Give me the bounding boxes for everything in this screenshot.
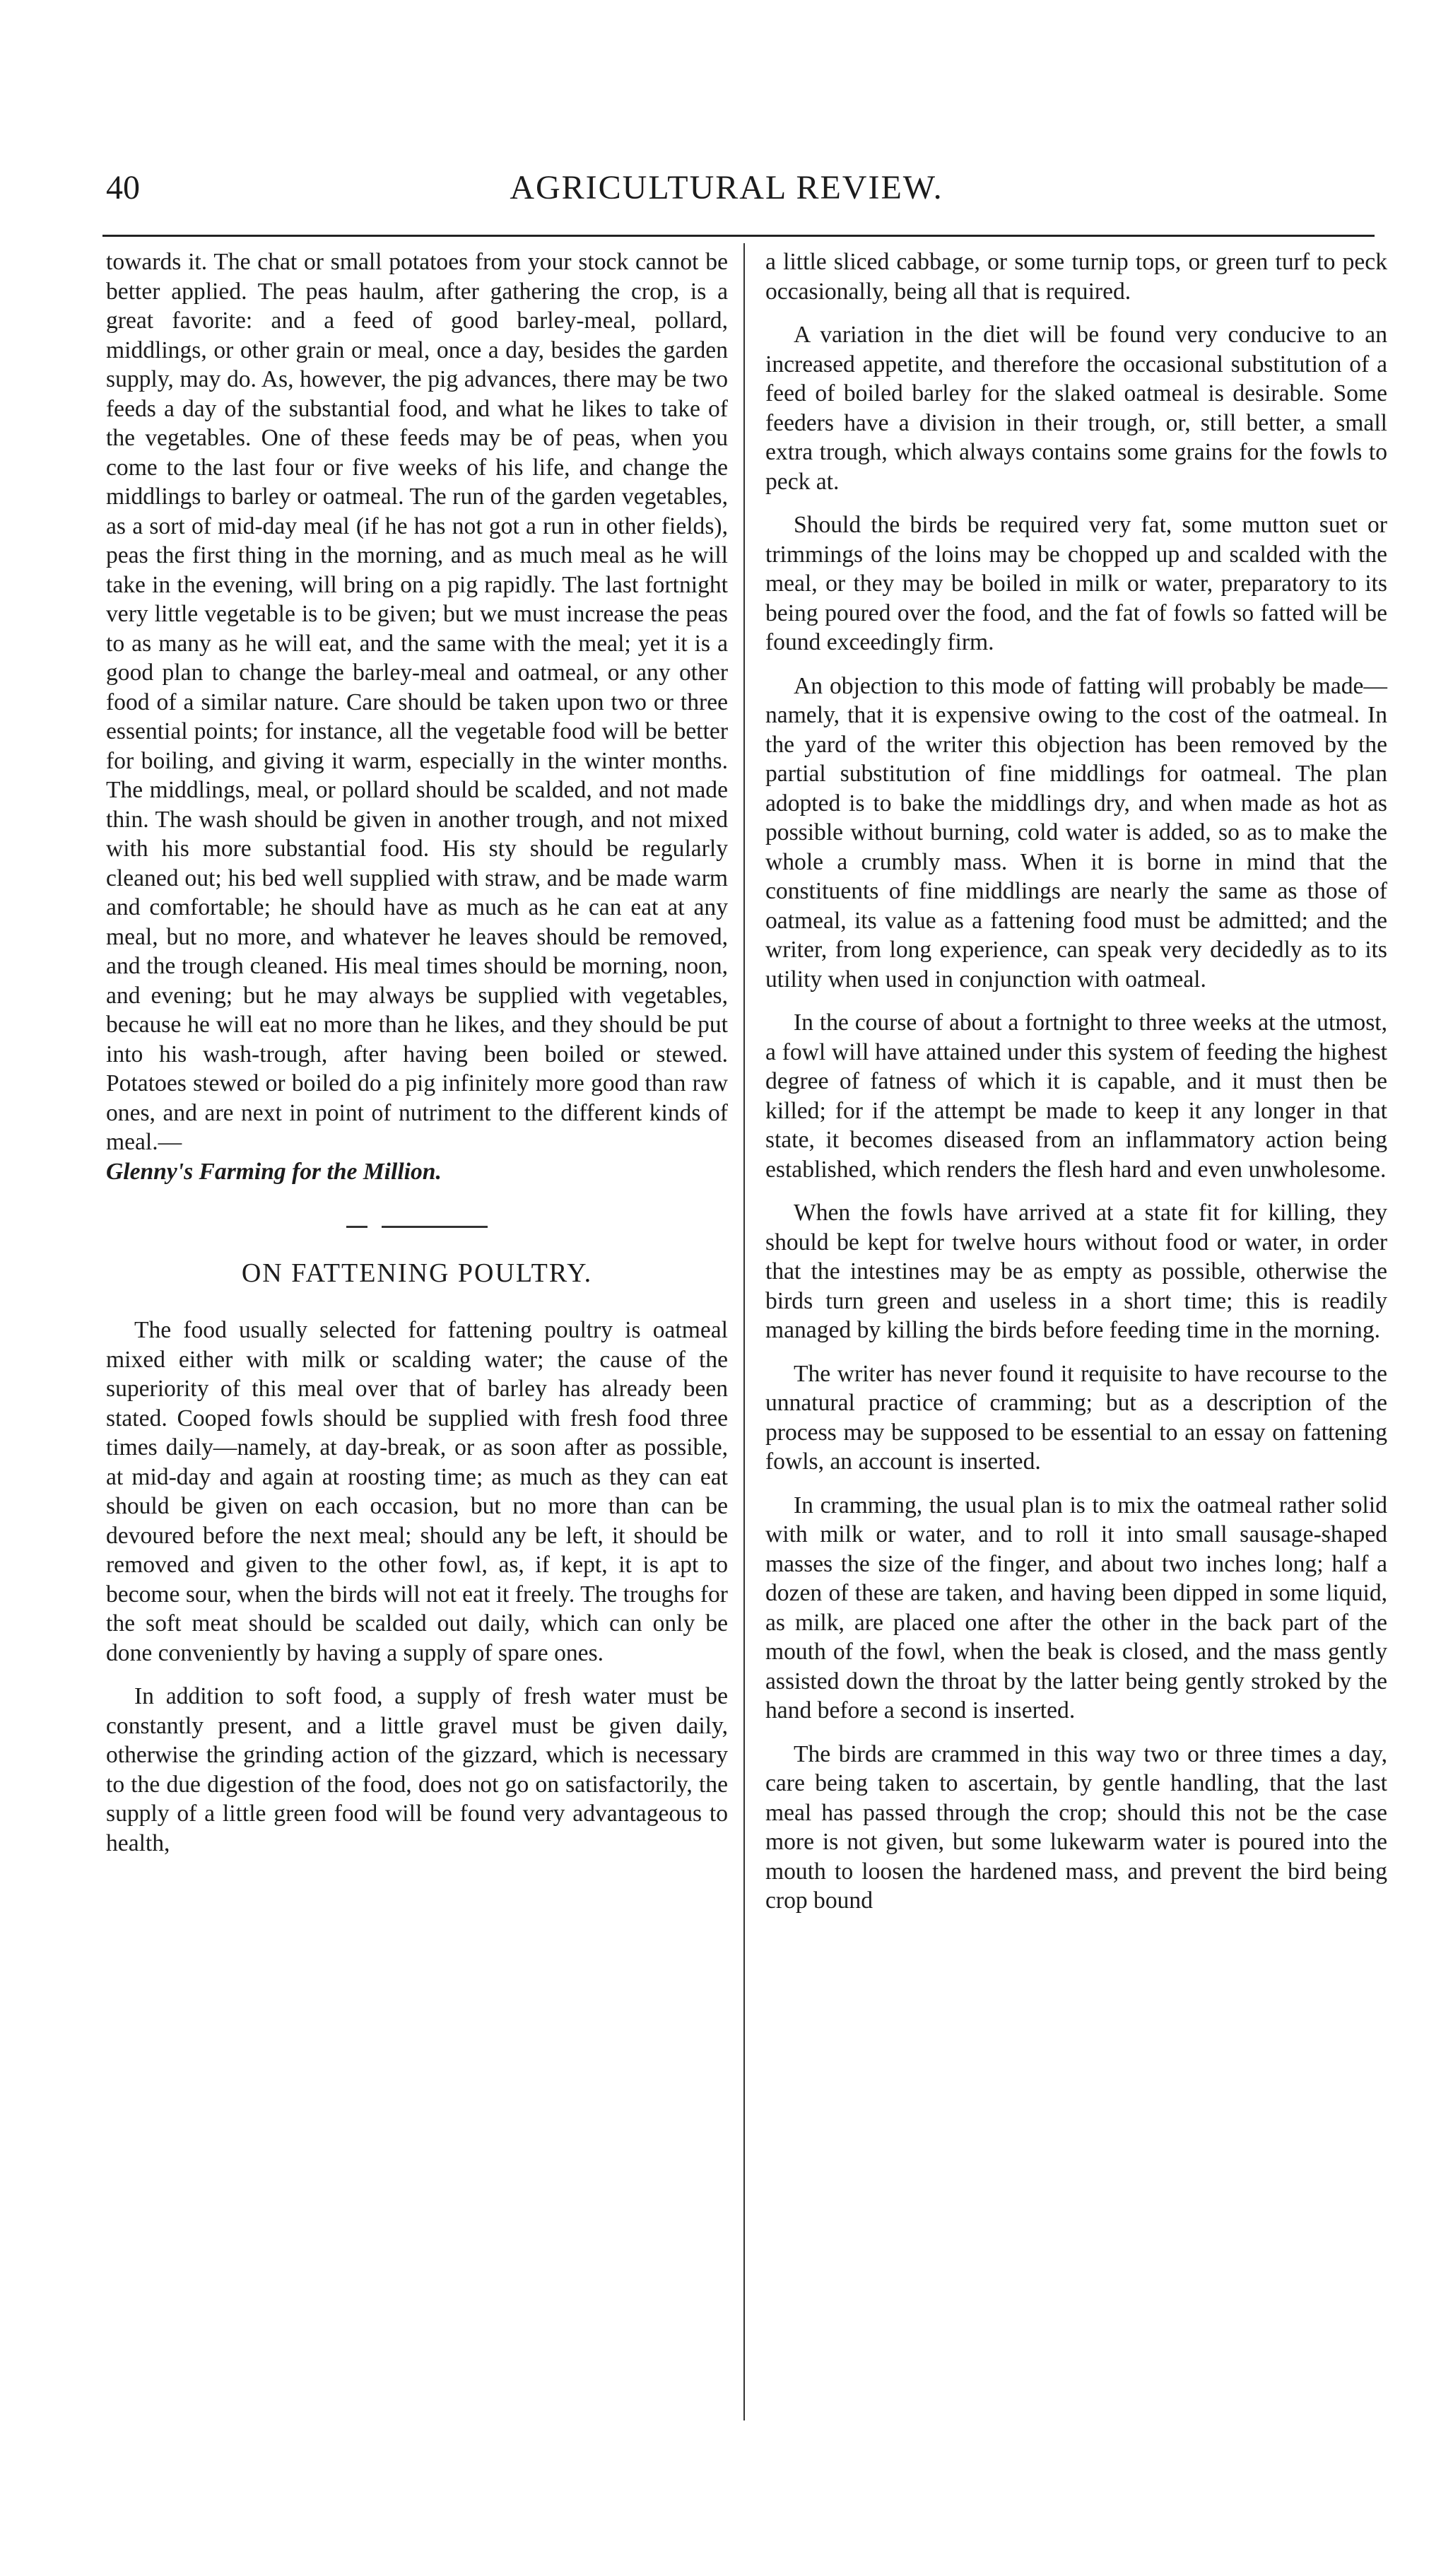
left-column <box>106 247 728 1858</box>
body-paragraph: The birds are crammed in this way two or three times a day, care being taken to ascertain, by gentle handling, that the last meal has passed through the crop; should this not be the case more is not given, but some lukewarm water is poured into the mouth to loosen the hardened mass, and prevent the bird being crop bound <box>765 1740 1387 1914</box>
body-paragraph: In cramming, the usual plan is to mix the oatmeal rather solid with milk or water, and to roll it into small sausage-shaped masses the size of the finger, and about two inches long; half a dozen of these are taken, and having been dipped in some liquid, as milk, are placed one after the other in the back part of the mouth of the fowl, when the beak is closed, and the mass gently assisted down the throat by the latter being gently stroked by the hand before a second is inserted. <box>765 1492 1387 1723</box>
body-paragraph: The writer has never found it requisite to have recourse to the unnatural practice of cramming; but as a description of the process may be supposed to be essential to an essay on fattening fowls, an account is inserted. <box>765 1360 1387 1475</box>
body-paragraph: a little sliced cabbage, or some turnip tops, or green turf to peck occasionally, being all that is required. <box>765 249 1387 305</box>
body-paragraph: In addition to soft food, a supply of fresh water must be constantly present, and a little gravel must be given daily, otherwise the grinding action of the gizzard, which is necessary to the due digestion of the food, does not go on satisfactorily, the supply of a little green food will be found very advantageous to health, <box>106 1683 728 1856</box>
body-paragraph: In the course of about a fortnight to three weeks at the utmost, a fowl will have attained under this system of feeding the highest degree of fatness of which it is capable, and it must then be killed; for if the attempt be made to keep it any longer in that state, it becomes diseased from an inflammatory action being established, which renders the flesh hard and even unwholesome. <box>765 1009 1387 1183</box>
body-paragraph: When the fowls have arrived at a state fit for killing, they should be kept for twelve hours without food or water, in order that the intestines may be as empty as possible, otherwise the birds turn green and useless in a short time; this is readily managed by killing the birds before feeding time in the morning. <box>765 1200 1387 1343</box>
running-head: AGRICULTURAL REVIEW. <box>510 169 943 206</box>
attribution-source: Glenny's Farming for the Million. <box>106 1158 442 1185</box>
page-number: 40 <box>106 169 140 206</box>
right-column <box>765 247 1387 1916</box>
body-paragraph: A variation in the diet will be found very conducive to an increased appetite, and therefore the occasional substitution of a feed of boiled barley for the slaked oatmeal is desirable. Some feeders have a division in their trough, or, still better, a small extra trough, which always contains some grains for the fowls to peck at. <box>765 322 1387 495</box>
section-divider <box>346 1226 488 1228</box>
attribution <box>106 1157 728 1187</box>
body-paragraph: towards it. The chat or small potatoes from your stock cannot be better applied. The peas haulm, after gathering the crop, is a great favorite: and a feed of good barley-meal, pollard, middlings, or other grain or meal, once a day, besides the garden supply, may do. As, however, the pig advances, there may be two feeds a day of the substantial food, and what he likes to take of the vegetables. One of these feeds may be of peas, when you come to the last four or five weeks of his life, and change the middlings to barley or oatmeal. The run of the garden vegetables, as a sort of mid-day meal (if he has not got a run in other fields), peas the first thing in the morning, and as much meal as he will take in the evening, will bring on a pig rapidly. The last fortnight very little vegetable is to be given; but we must increase the peas to as many as he will eat, and the same with the meal; yet it is a good plan to change the barley-meal and oatmeal, or any other food of a similar nature. Care should be taken upon two or three essential points; for instance, all the vegetable food will be better for boiling, and giving it warm, especially in the winter months. The middlings, meal, or pollard should be scalded, and not made thin. The wash should be given in another trough, and not mixed with his more substantial food. His sty should be regularly cleaned out; his bed well supplied with straw, and be made warm and comfortable; he should have as much as he can eat at any meal, but no more, and whatever he leaves should be removed, and the trough cleaned. His meal times should be morning, noon, and evening; but he may always be supplied with vegetables, because he will eat no more than he likes, and they should be put into his wash-trough, after having been boiled or stewed. Potatoes stewed or boiled do a pig infinitely more good than raw ones, and are next in point of nutriment to the different kinds of meal.— <box>106 249 728 1155</box>
section-title: ON FATTENING POULTRY. <box>241 1258 593 1288</box>
column-divider <box>743 243 745 2420</box>
page-header <box>106 167 1347 223</box>
header-rule <box>102 235 1375 237</box>
body-paragraph: Should the birds be required very fat, some mutton suet or trimmings of the loins may be chopped up and scalded with the meal, or they may be boiled in milk or water, preparatory to its being poured over the food, and the fat of fowls so fatted will be found exceedingly firm. <box>765 512 1387 655</box>
body-paragraph: The food usually selected for fattening poultry is oatmeal mixed either with milk or scalding water; the cause of the superiority of this meal over that of barley has already been stated. Cooped fowls should be supplied with fresh food three times daily—namely, at day-break, or as soon after as possible, at mid-day and again at roosting time; as much as they can eat should be given on each occasion, but no more than can be devoured before the next meal; should any be left, it should be removed and given to the other fowl, as, if kept, it is apt to become sour, when the birds will not eat it freely. The troughs for the soft meat should be scalded out daily, which can only be done conveniently by having a supply of spare ones. <box>106 1317 728 1666</box>
body-paragraph: An objection to this mode of fatting will probably be made—namely, that it is expensive owing to the cost of the oatmeal. In the yard of the writer this objection has been removed by the partial substitution of fine middlings for oatmeal. The plan adopted is to bake the middlings dry, and when made as hot as possible without burning, cold water is added, so as to make the whole a crumbly mass. When it is borne in mind that the constituents of fine middlings are nearly the same as those of oatmeal, its value as a fattening food must be admitted; and the writer, from long experience, can speak very decidedly as to its utility when used in conjunction with oatmeal. <box>765 672 1387 993</box>
